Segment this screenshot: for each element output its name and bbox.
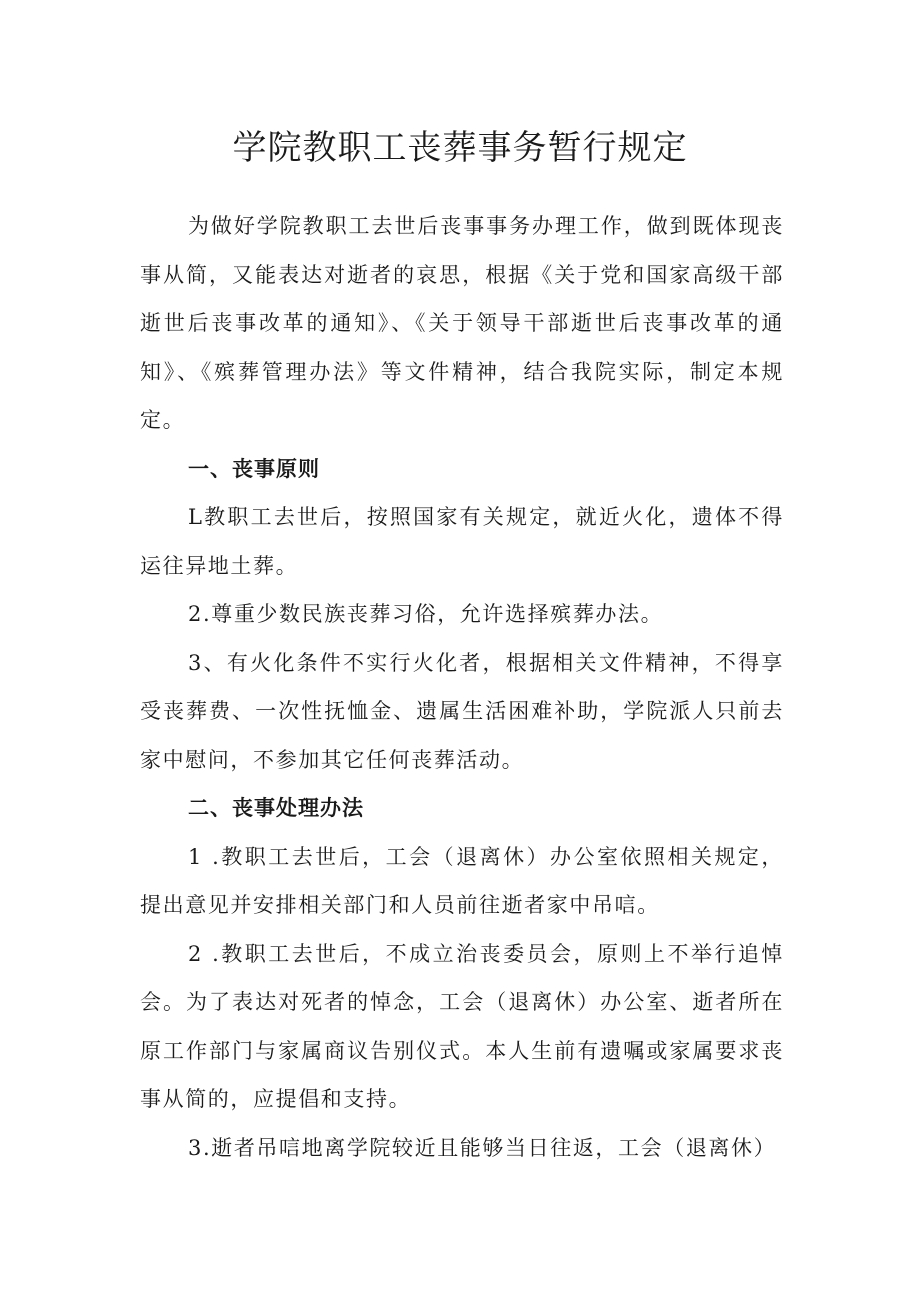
section-heading-procedures: 二、丧事处理办法 — [188, 796, 364, 820]
procedure-item-3: 3.逝者吊唁地离学院较近且能够当日往返，工会（退离休） — [188, 1135, 777, 1160]
procedure-item-1: 1 .教职工去世后，工会（退离休）办公室依照相关规定，提出意见并安排相关部门和人员前往逝者家中吊唁。 — [140, 844, 784, 917]
procedure-item-2: 2 .教职工去世后，不成立治丧委员会，原则上不举行追悼会。为了表达对死者的悼念，工会（退离休）办公室、逝者所在原工作部门与家属商议告别仪式。本人生前有遗嘱或家属要求丧事从简的，应提倡和支持。 — [140, 941, 784, 1111]
principle-item-2: 2.尊重少数民族丧葬习俗，允许选择殡葬办法。 — [188, 602, 664, 626]
document-body — [140, 202, 784, 1172]
principle-item-1: L教职工去世后，按照国家有关规定，就近火化，遗体不得运往异地土葬。 — [140, 505, 784, 578]
document-title: 学院教职工丧葬事务暂行规定 — [232, 128, 688, 168]
section-heading-principles: 一、丧事原则 — [188, 456, 320, 481]
intro-paragraph: 为做好学院教职工去世后丧事事务办理工作，做到既体现丧事从简，又能表达对逝者的哀思，根据《关于党和国家高级干部逝世后丧事改革的通知》、《关于领导干部逝世后丧事改革的通知》、《殡葬管理办法》等文件精神，结合我院实际，制定本规定。 — [140, 214, 784, 432]
principle-item-3: 3、有火化条件不实行火化者，根据相关文件精神，不得享受丧葬费、一次性抚恤金、遗属生活困难补助，学院派人只前去家中慰问，不参加其它任何丧葬活动。 — [140, 650, 784, 772]
